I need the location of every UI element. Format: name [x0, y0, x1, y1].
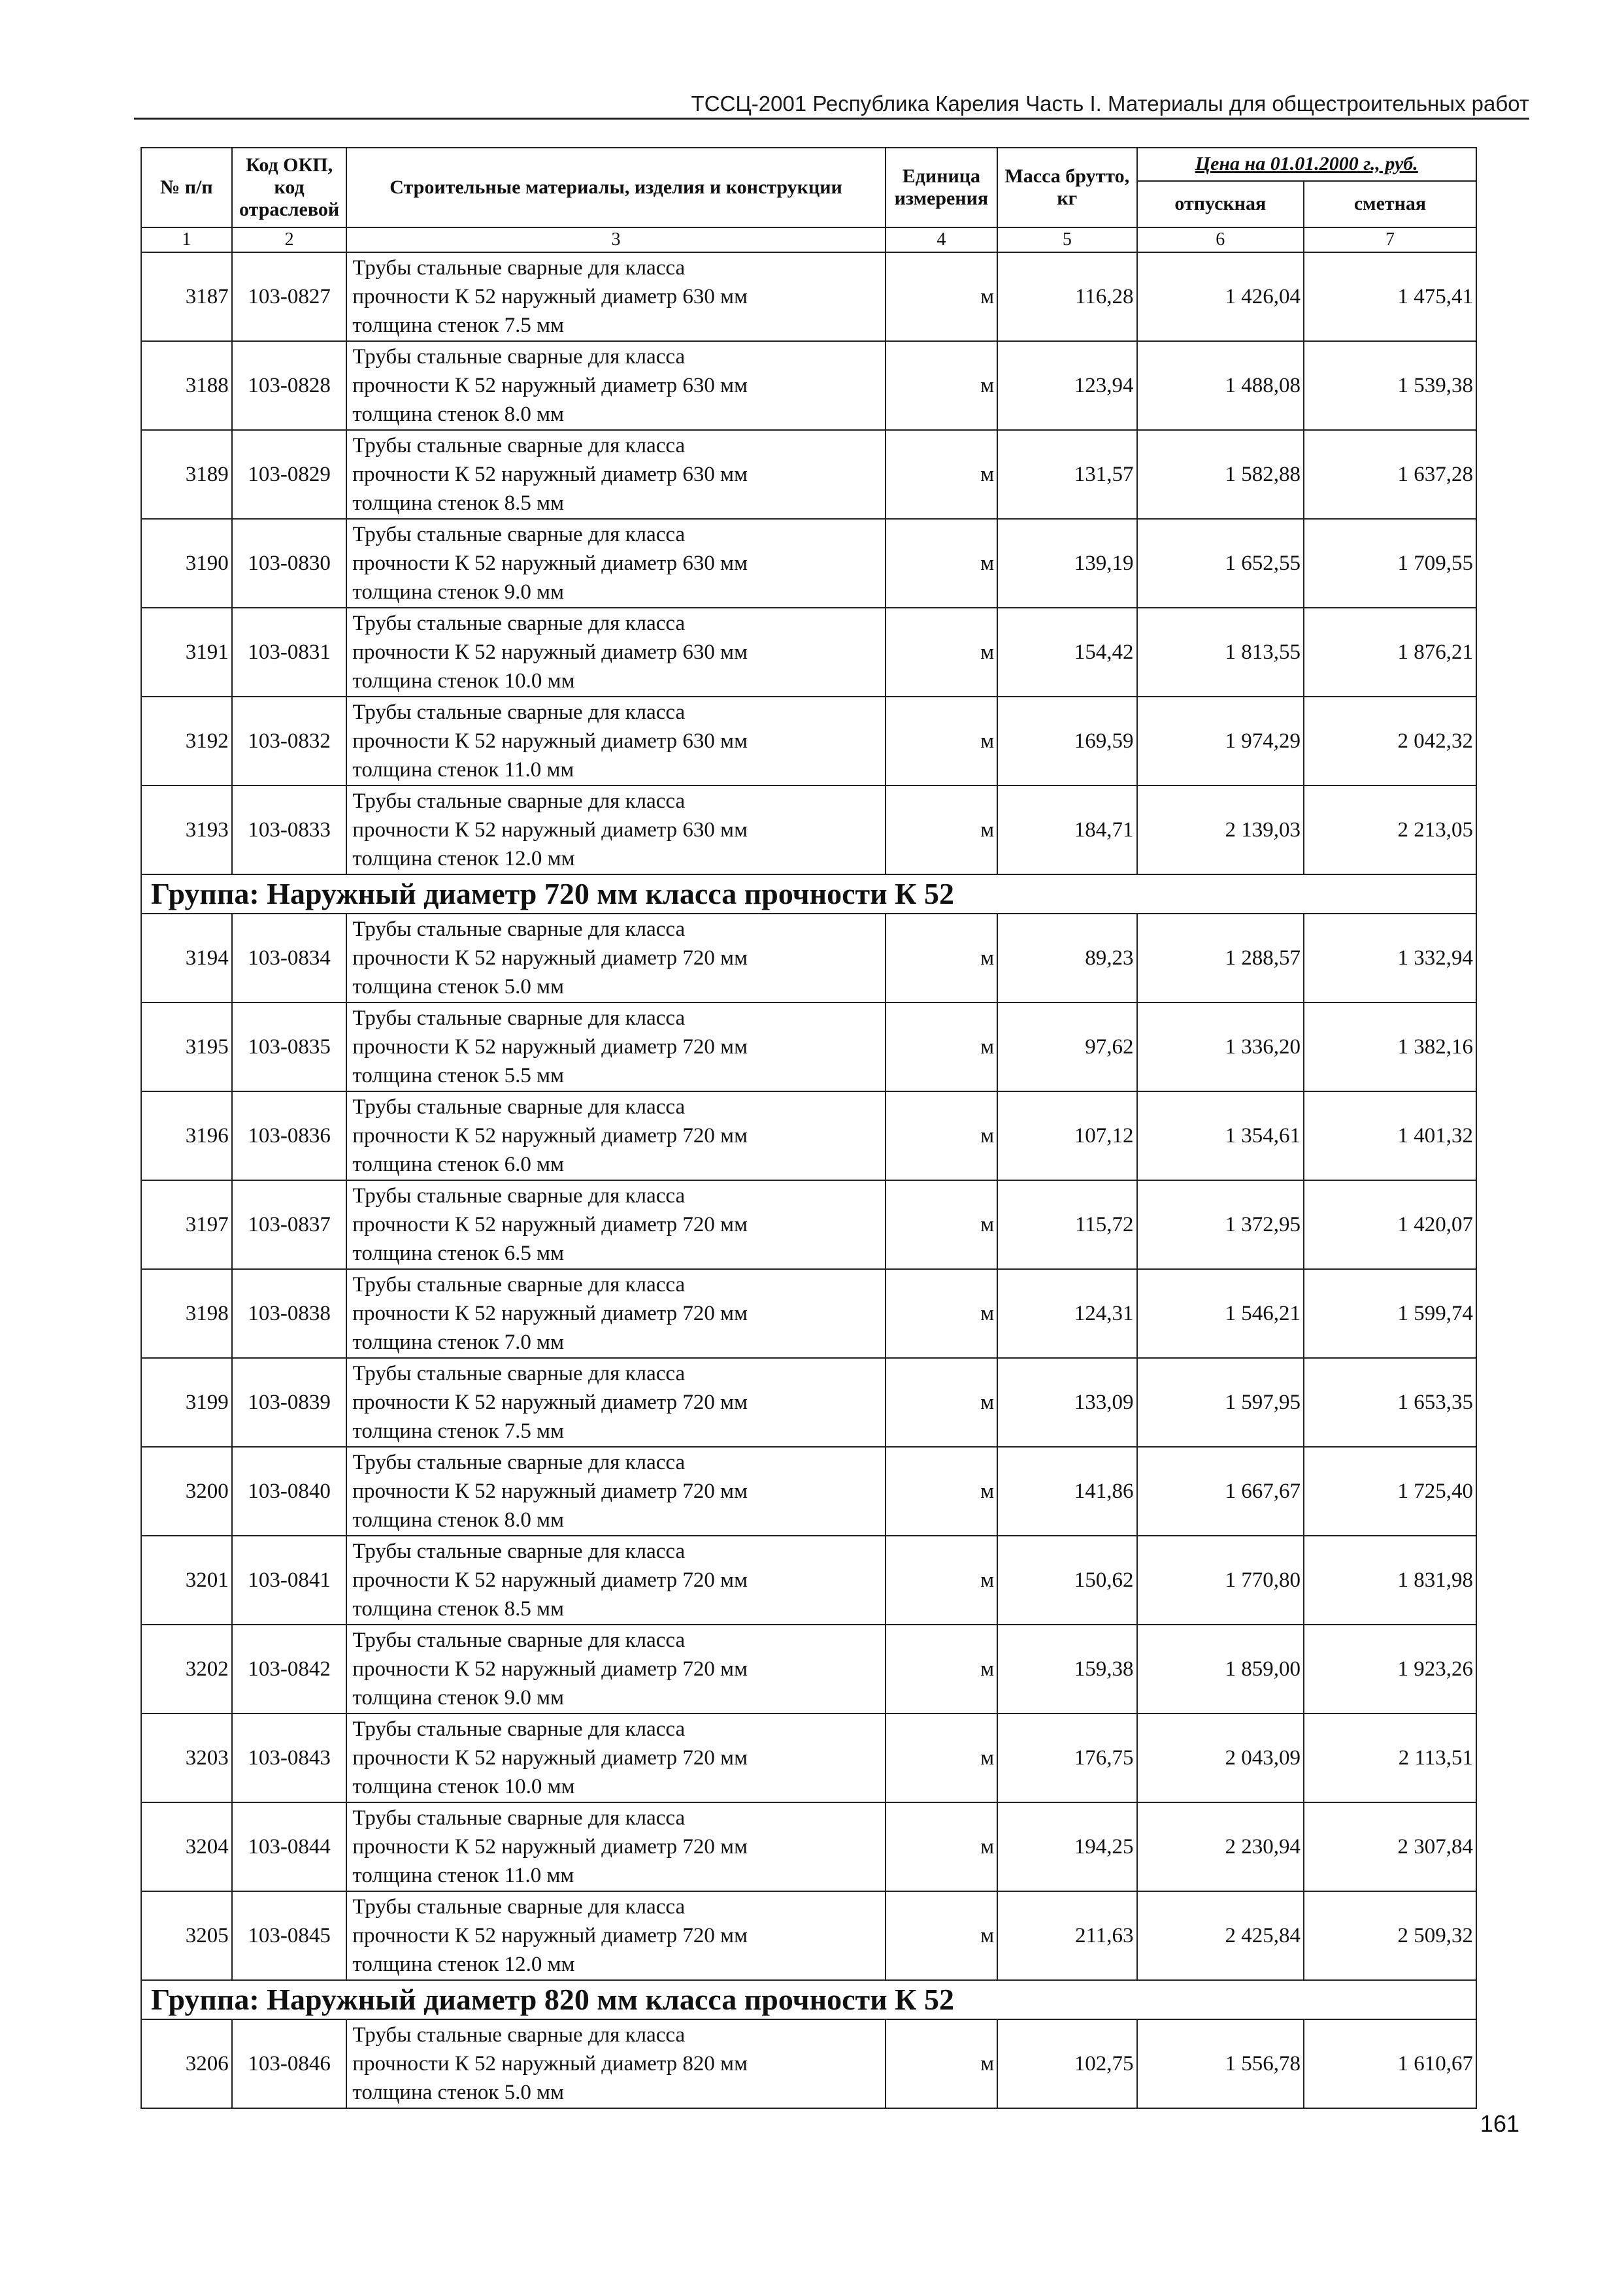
item-number: 3195 — [141, 1002, 232, 1091]
column-number: 6 — [1137, 227, 1304, 252]
mass-cell: 169,59 — [997, 697, 1136, 786]
table-row — [141, 786, 1476, 874]
material-description — [346, 1447, 885, 1536]
table-row — [141, 252, 1476, 341]
estimate-price-cell: 1 610,67 — [1304, 2019, 1476, 2108]
header-row — [141, 148, 1476, 181]
description-line: прочности К 52 наружный диаметр 720 мм — [352, 1480, 748, 1503]
description-line: толщина стенок 10.0 мм — [352, 669, 575, 693]
mass-cell: 211,63 — [997, 1891, 1136, 1980]
description-line: толщина стенок 7.5 мм — [352, 314, 564, 337]
material-description — [346, 786, 885, 874]
material-description — [346, 2019, 885, 2108]
release-price-cell: 1 859,00 — [1137, 1625, 1304, 1713]
unit-cell: м — [886, 1358, 997, 1447]
group-heading: Группа: Наружный диаметр 820 мм класса прочности К 52 — [141, 1980, 1476, 2019]
material-description — [346, 697, 885, 786]
material-description — [346, 1536, 885, 1625]
item-number: 3202 — [141, 1625, 232, 1713]
document-title: ТССЦ-2001 Республика Карелия Часть I. Материалы для общестроительных работ — [691, 91, 1529, 116]
material-description — [346, 1002, 885, 1091]
estimate-price-cell: 1 382,16 — [1304, 1002, 1476, 1091]
description-line: толщина стенок 10.0 мм — [352, 1775, 575, 1798]
mass-cell: 150,62 — [997, 1536, 1136, 1625]
release-price-cell: 2 230,94 — [1137, 1802, 1304, 1891]
table-row — [141, 1802, 1476, 1891]
estimate-price-cell: 2 509,32 — [1304, 1891, 1476, 1980]
description-line: Трубы стальные сварные для класса — [352, 523, 686, 546]
material-description — [346, 608, 885, 697]
mass-cell: 139,19 — [997, 519, 1136, 608]
description-line: прочности К 52 наружный диаметр 720 мм — [352, 1835, 748, 1859]
unit-cell: м — [886, 1625, 997, 1713]
description-line: толщина стенок 5.0 мм — [352, 975, 564, 999]
unit-cell: м — [886, 1802, 997, 1891]
table-row — [141, 519, 1476, 608]
description-line: прочности К 52 наружный диаметр 720 мм — [352, 1213, 748, 1236]
material-description — [346, 1358, 885, 1447]
release-price-cell: 1 582,88 — [1137, 430, 1304, 519]
unit-cell: м — [886, 430, 997, 519]
estimate-price-cell: 1 831,98 — [1304, 1536, 1476, 1625]
item-number: 3200 — [141, 1447, 232, 1536]
mass-cell: 107,12 — [997, 1091, 1136, 1180]
estimate-price-cell: 1 401,32 — [1304, 1091, 1476, 1180]
description-line: Трубы стальные сварные для класса — [352, 345, 686, 369]
description-line: Трубы стальные сварные для класса — [352, 434, 686, 457]
table-row — [141, 2019, 1476, 2108]
table-row — [141, 1447, 1476, 1536]
unit-cell: м — [886, 1002, 997, 1091]
group-row — [141, 874, 1476, 914]
okp-code: 103-0829 — [232, 430, 347, 519]
unit-cell: м — [886, 1269, 997, 1358]
unit-cell: м — [886, 519, 997, 608]
unit-cell: м — [886, 1447, 997, 1536]
description-line: Трубы стальные сварные для класса — [352, 1095, 686, 1119]
material-description — [346, 519, 885, 608]
description-line: толщина стенок 5.0 мм — [352, 2081, 564, 2104]
description-line: толщина стенок 11.0 мм — [352, 758, 574, 782]
okp-code: 103-0831 — [232, 608, 347, 697]
release-price-cell: 1 652,55 — [1137, 519, 1304, 608]
col-header-name: Строительные материалы, изделия и конструкции — [346, 148, 885, 227]
description-line: прочности К 52 наружный диаметр 630 мм — [352, 374, 748, 397]
estimate-price-cell: 1 475,41 — [1304, 252, 1476, 341]
unit-cell: м — [886, 786, 997, 874]
material-description — [346, 1091, 885, 1180]
col-header-price-estimate: сметная — [1304, 181, 1476, 227]
estimate-price-cell: 2 307,84 — [1304, 1802, 1476, 1891]
item-number: 3199 — [141, 1358, 232, 1447]
material-description — [346, 1891, 885, 1980]
material-description — [346, 1180, 885, 1269]
release-price-cell: 2 043,09 — [1137, 1713, 1304, 1802]
release-price-cell: 1 354,61 — [1137, 1091, 1304, 1180]
group-row — [141, 1980, 1476, 2019]
estimate-price-cell: 1 923,26 — [1304, 1625, 1476, 1713]
page-header — [134, 90, 1529, 120]
mass-cell: 194,25 — [997, 1802, 1136, 1891]
column-number: 7 — [1304, 227, 1476, 252]
mass-cell: 102,75 — [997, 2019, 1136, 2108]
item-number: 3204 — [141, 1802, 232, 1891]
mass-cell: 159,38 — [997, 1625, 1136, 1713]
mass-cell: 123,94 — [997, 341, 1136, 430]
unit-cell: м — [886, 608, 997, 697]
col-header-num: № п/п — [141, 148, 232, 227]
column-number: 3 — [346, 227, 885, 252]
item-number: 3193 — [141, 786, 232, 874]
item-number: 3206 — [141, 2019, 232, 2108]
description-line: толщина стенок 8.0 мм — [352, 1508, 564, 1532]
table-row — [141, 1091, 1476, 1180]
item-number: 3194 — [141, 914, 232, 1002]
material-description — [346, 430, 885, 519]
release-price-cell: 1 488,08 — [1137, 341, 1304, 430]
table-row — [141, 341, 1476, 430]
table-row — [141, 1625, 1476, 1713]
description-line: Трубы стальные сварные для класса — [352, 1006, 686, 1030]
description-line: Трубы стальные сварные для класса — [352, 1629, 686, 1652]
release-price-cell: 1 372,95 — [1137, 1180, 1304, 1269]
okp-code: 103-0844 — [232, 1802, 347, 1891]
description-line: прочности К 52 наружный диаметр 720 мм — [352, 1391, 748, 1414]
description-line: толщина стенок 5.5 мм — [352, 1064, 564, 1087]
okp-code: 103-0839 — [232, 1358, 347, 1447]
mass-cell: 141,86 — [997, 1447, 1136, 1536]
table-body-630 — [141, 252, 1476, 874]
okp-code: 103-0841 — [232, 1536, 347, 1625]
description-line: толщина стенок 7.5 мм — [352, 1419, 564, 1443]
okp-code: 103-0830 — [232, 519, 347, 608]
description-line: толщина стенок 11.0 мм — [352, 1864, 574, 1887]
description-line: прочности К 52 наружный диаметр 720 мм — [352, 946, 748, 970]
description-line: Трубы стальные сварные для класса — [352, 1717, 686, 1741]
okp-code: 103-0843 — [232, 1713, 347, 1802]
release-price-cell: 2 425,84 — [1137, 1891, 1304, 1980]
okp-code: 103-0833 — [232, 786, 347, 874]
table-row — [141, 914, 1476, 1002]
column-number: 5 — [997, 227, 1136, 252]
description-line: прочности К 52 наружный диаметр 630 мм — [352, 640, 748, 664]
column-number: 4 — [886, 227, 997, 252]
description-line: Трубы стальные сварные для класса — [352, 1540, 686, 1563]
mass-cell: 124,31 — [997, 1269, 1136, 1358]
estimate-price-cell: 2 213,05 — [1304, 786, 1476, 874]
estimate-price-cell: 1 653,35 — [1304, 1358, 1476, 1447]
unit-cell: м — [886, 252, 997, 341]
description-line: прочности К 52 наружный диаметр 630 мм — [352, 285, 748, 308]
unit-cell: м — [886, 1091, 997, 1180]
okp-code: 103-0837 — [232, 1180, 347, 1269]
description-line: Трубы стальные сварные для класса — [352, 2023, 686, 2047]
mass-cell: 154,42 — [997, 608, 1136, 697]
okp-code: 103-0845 — [232, 1891, 347, 1980]
okp-code: 103-0842 — [232, 1625, 347, 1713]
column-number-row — [141, 227, 1476, 252]
estimate-price-cell: 1 709,55 — [1304, 519, 1476, 608]
description-line: Трубы стальные сварные для класса — [352, 1184, 686, 1208]
unit-cell: м — [886, 697, 997, 786]
release-price-cell: 1 288,57 — [1137, 914, 1304, 1002]
table-row — [141, 1269, 1476, 1358]
item-number: 3197 — [141, 1180, 232, 1269]
estimate-price-cell: 1 876,21 — [1304, 608, 1476, 697]
okp-code: 103-0836 — [232, 1091, 347, 1180]
table-row — [141, 1358, 1476, 1447]
mass-cell: 115,72 — [997, 1180, 1136, 1269]
page-number: 161 — [1480, 2110, 1519, 2137]
okp-code: 103-0838 — [232, 1269, 347, 1358]
item-number: 3187 — [141, 252, 232, 341]
table-row — [141, 1713, 1476, 1802]
description-line: толщина стенок 9.0 мм — [352, 580, 564, 604]
estimate-price-cell: 1 599,74 — [1304, 1269, 1476, 1358]
col-header-mass: Масса брутто, кг — [997, 148, 1136, 227]
description-line: толщина стенок 12.0 мм — [352, 847, 575, 870]
okp-code: 103-0835 — [232, 1002, 347, 1091]
material-description — [346, 1713, 885, 1802]
okp-code: 103-0832 — [232, 697, 347, 786]
column-number: 1 — [141, 227, 232, 252]
description-line: прочности К 52 наружный диаметр 630 мм — [352, 729, 748, 753]
mass-cell: 131,57 — [997, 430, 1136, 519]
okp-code: 103-0840 — [232, 1447, 347, 1536]
description-line: прочности К 52 наружный диаметр 720 мм — [352, 1746, 748, 1770]
release-price-cell: 1 770,80 — [1137, 1536, 1304, 1625]
description-line: Трубы стальные сварные для класса — [352, 1451, 686, 1474]
description-line: толщина стенок 8.5 мм — [352, 491, 564, 515]
table-body-820 — [141, 2019, 1476, 2108]
description-line: толщина стенок 6.5 мм — [352, 1242, 564, 1265]
release-price-cell: 1 597,95 — [1137, 1358, 1304, 1447]
mass-cell: 176,75 — [997, 1713, 1136, 1802]
description-line: прочности К 52 наружный диаметр 630 мм — [352, 552, 748, 575]
description-line: Трубы стальные сварные для класса — [352, 256, 686, 280]
estimate-price-cell: 1 332,94 — [1304, 914, 1476, 1002]
unit-cell: м — [886, 2019, 997, 2108]
col-header-price-release: отпускная — [1137, 181, 1304, 227]
table-row — [141, 1891, 1476, 1980]
estimate-price-cell: 1 420,07 — [1304, 1180, 1476, 1269]
estimate-price-cell: 1 539,38 — [1304, 341, 1476, 430]
group-820-section — [141, 1980, 1476, 2019]
col-header-price-group: Цена на 01.01.2000 г., руб. — [1137, 148, 1476, 181]
description-line: Трубы стальные сварные для класса — [352, 789, 686, 813]
release-price-cell: 1 667,67 — [1137, 1447, 1304, 1536]
item-number: 3189 — [141, 430, 232, 519]
material-description — [346, 914, 885, 1002]
estimate-price-cell: 2 113,51 — [1304, 1713, 1476, 1802]
price-table — [141, 147, 1477, 2109]
okp-code: 103-0846 — [232, 2019, 347, 2108]
description-line: Трубы стальные сварные для класса — [352, 612, 686, 635]
release-price-cell: 2 139,03 — [1137, 786, 1304, 874]
unit-cell: м — [886, 914, 997, 1002]
description-line: прочности К 52 наружный диаметр 820 мм — [352, 2052, 748, 2076]
item-number: 3190 — [141, 519, 232, 608]
item-number: 3201 — [141, 1536, 232, 1625]
group-720-section — [141, 874, 1476, 914]
material-description — [346, 1269, 885, 1358]
column-number: 2 — [232, 227, 347, 252]
material-description — [346, 1802, 885, 1891]
description-line: прочности К 52 наружный диаметр 720 мм — [352, 1924, 748, 1947]
col-header-unit: Единица измерения — [886, 148, 997, 227]
item-number: 3198 — [141, 1269, 232, 1358]
description-line: прочности К 52 наружный диаметр 720 мм — [352, 1035, 748, 1059]
group-heading: Группа: Наружный диаметр 720 мм класса прочности К 52 — [141, 874, 1476, 914]
release-price-cell: 1 546,21 — [1137, 1269, 1304, 1358]
description-line: Трубы стальные сварные для класса — [352, 1273, 686, 1297]
release-price-cell: 1 974,29 — [1137, 697, 1304, 786]
material-description — [346, 1625, 885, 1713]
description-line: толщина стенок 8.5 мм — [352, 1597, 564, 1621]
release-price-cell: 1 336,20 — [1137, 1002, 1304, 1091]
item-number: 3203 — [141, 1713, 232, 1802]
material-description — [346, 341, 885, 430]
table-row — [141, 1002, 1476, 1091]
estimate-price-cell: 1 637,28 — [1304, 430, 1476, 519]
okp-code: 103-0827 — [232, 252, 347, 341]
description-line: прочности К 52 наружный диаметр 720 мм — [352, 1568, 748, 1592]
release-price-cell: 1 426,04 — [1137, 252, 1304, 341]
item-number: 3192 — [141, 697, 232, 786]
item-number: 3196 — [141, 1091, 232, 1180]
unit-cell: м — [886, 1891, 997, 1980]
okp-code: 103-0834 — [232, 914, 347, 1002]
table-row — [141, 697, 1476, 786]
table-row — [141, 430, 1476, 519]
description-line: прочности К 52 наружный диаметр 720 мм — [352, 1657, 748, 1681]
unit-cell: м — [886, 1536, 997, 1625]
description-line: Трубы стальные сварные для класса — [352, 1895, 686, 1919]
item-number: 3188 — [141, 341, 232, 430]
description-line: Трубы стальные сварные для класса — [352, 1362, 686, 1385]
col-header-code: Код ОКП, код отраслевой — [232, 148, 347, 227]
description-line: толщина стенок 12.0 мм — [352, 1953, 575, 1976]
description-line: прочности К 52 наружный диаметр 630 мм — [352, 818, 748, 842]
okp-code: 103-0828 — [232, 341, 347, 430]
estimate-price-cell: 2 042,32 — [1304, 697, 1476, 786]
item-number: 3191 — [141, 608, 232, 697]
table-body-720 — [141, 914, 1476, 1980]
description-line: толщина стенок 7.0 мм — [352, 1331, 564, 1354]
item-number: 3205 — [141, 1891, 232, 1980]
description-line: прочности К 52 наружный диаметр 630 мм — [352, 463, 748, 486]
unit-cell: м — [886, 1180, 997, 1269]
mass-cell: 133,09 — [997, 1358, 1136, 1447]
description-line: толщина стенок 8.0 мм — [352, 403, 564, 426]
description-line: толщина стенок 9.0 мм — [352, 1686, 564, 1710]
mass-cell: 89,23 — [997, 914, 1136, 1002]
description-line: Трубы стальные сварные для класса — [352, 701, 686, 724]
description-line: толщина стенок 6.0 мм — [352, 1153, 564, 1176]
mass-cell: 184,71 — [997, 786, 1136, 874]
unit-cell: м — [886, 1713, 997, 1802]
mass-cell: 116,28 — [997, 252, 1136, 341]
table-row — [141, 1536, 1476, 1625]
mass-cell: 97,62 — [997, 1002, 1136, 1091]
estimate-price-cell: 1 725,40 — [1304, 1447, 1476, 1536]
description-line: прочности К 52 наружный диаметр 720 мм — [352, 1302, 748, 1325]
description-line: прочности К 52 наружный диаметр 720 мм — [352, 1124, 748, 1148]
description-line: Трубы стальные сварные для класса — [352, 918, 686, 941]
unit-cell: м — [886, 341, 997, 430]
release-price-cell: 1 813,55 — [1137, 608, 1304, 697]
table-row — [141, 1180, 1476, 1269]
table-row — [141, 608, 1476, 697]
description-line: Трубы стальные сварные для класса — [352, 1806, 686, 1830]
material-description — [346, 252, 885, 341]
release-price-cell: 1 556,78 — [1137, 2019, 1304, 2108]
